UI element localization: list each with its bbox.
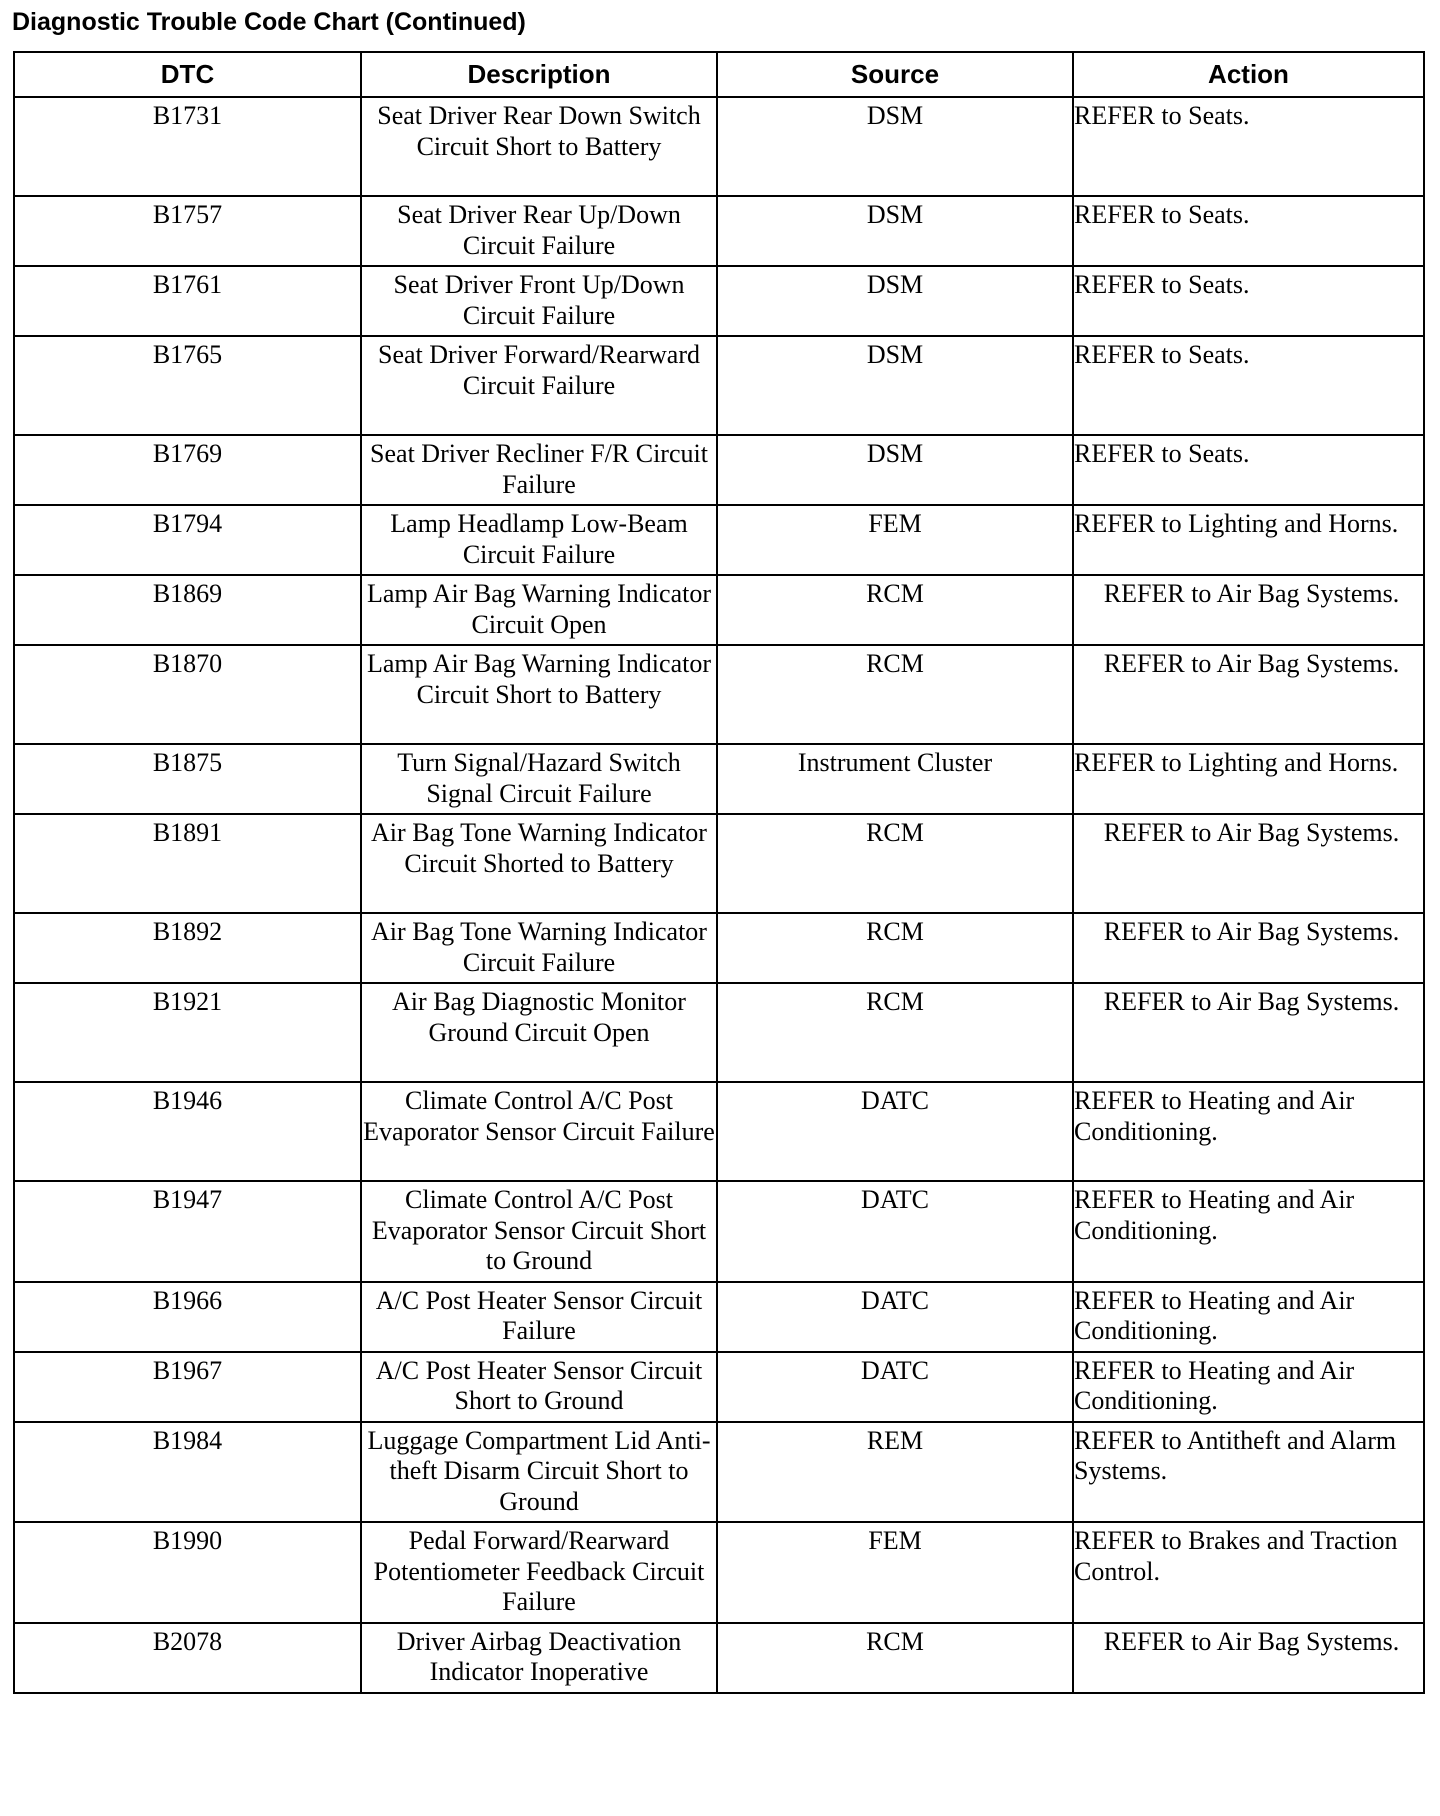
dtc-action: REFER to Air Bag Systems. [1073,913,1424,983]
dtc-source: FEM [717,1522,1073,1623]
dtc-code: B1990 [14,1522,361,1623]
dtc-code: B1765 [14,336,361,435]
dtc-code: B2078 [14,1623,361,1693]
dtc-description: Pedal Forward/Rearward Potentiometer Feedback Circuit Failure [361,1522,717,1623]
dtc-action: REFER to Heating and Air Conditioning. [1073,1082,1424,1181]
dtc-description: Air Bag Tone Warning Indicator Circuit Shorted to Battery [361,814,717,913]
dtc-action: REFER to Seats. [1073,435,1424,505]
dtc-code: B1891 [14,814,361,913]
dtc-source: DSM [717,336,1073,435]
table-row [14,266,1424,336]
column-header-source: Source [717,52,1073,97]
dtc-action: REFER to Seats. [1073,97,1424,196]
table-row [14,645,1424,744]
dtc-source: RCM [717,575,1073,645]
dtc-action: REFER to Air Bag Systems. [1073,1623,1424,1693]
dtc-description: Driver Airbag Deactivation Indicator Inoperative [361,1623,717,1693]
dtc-description: Lamp Headlamp Low-Beam Circuit Failure [361,505,717,575]
dtc-source: RCM [717,645,1073,744]
table-row [14,97,1424,196]
dtc-description: Seat Driver Rear Up/Down Circuit Failure [361,196,717,266]
dtc-code: B1921 [14,983,361,1082]
table-header-row [14,52,1424,97]
dtc-source: RCM [717,913,1073,983]
dtc-description: Seat Driver Rear Down Switch Circuit Short to Battery [361,97,717,196]
dtc-description: A/C Post Heater Sensor Circuit Failure [361,1282,717,1352]
table-row [14,814,1424,913]
table-row [14,1422,1424,1523]
table-row [14,1181,1424,1282]
dtc-source: DSM [717,435,1073,505]
column-header-action: Action [1073,52,1424,97]
dtc-code: B1984 [14,1422,361,1523]
dtc-code: B1794 [14,505,361,575]
dtc-code: B1966 [14,1282,361,1352]
dtc-action: REFER to Lighting and Horns. [1073,505,1424,575]
column-header-dtc: DTC [14,52,361,97]
dtc-description: Turn Signal/Hazard Switch Signal Circuit Failure [361,744,717,814]
page-title: Diagnostic Trouble Code Chart (Continued) [12,8,526,36]
dtc-description: Air Bag Diagnostic Monitor Ground Circuit Open [361,983,717,1082]
table-row [14,505,1424,575]
table-row [14,983,1424,1082]
dtc-source: DSM [717,97,1073,196]
table-row [14,336,1424,435]
dtc-source: FEM [717,505,1073,575]
dtc-action: REFER to Seats. [1073,266,1424,336]
dtc-description: Seat Driver Forward/Rearward Circuit Failure [361,336,717,435]
dtc-code: B1761 [14,266,361,336]
dtc-description: Seat Driver Front Up/Down Circuit Failure [361,266,717,336]
dtc-code: B1869 [14,575,361,645]
dtc-action: REFER to Antitheft and Alarm Systems. [1073,1422,1424,1523]
dtc-action: REFER to Brakes and Traction Control. [1073,1522,1424,1623]
dtc-table [13,51,1425,1694]
dtc-description: A/C Post Heater Sensor Circuit Short to Ground [361,1352,717,1422]
dtc-source: DSM [717,266,1073,336]
dtc-source: RCM [717,1623,1073,1693]
dtc-code: B1892 [14,913,361,983]
table-row [14,1522,1424,1623]
dtc-source: DSM [717,196,1073,266]
dtc-action: REFER to Seats. [1073,336,1424,435]
dtc-description: Climate Control A/C Post Evaporator Sensor Circuit Short to Ground [361,1181,717,1282]
dtc-description: Climate Control A/C Post Evaporator Sensor Circuit Failure [361,1082,717,1181]
dtc-description: Lamp Air Bag Warning Indicator Circuit Open [361,575,717,645]
dtc-source: DATC [717,1352,1073,1422]
table-row [14,575,1424,645]
dtc-code: B1967 [14,1352,361,1422]
dtc-code: B1731 [14,97,361,196]
table-row [14,1623,1424,1693]
dtc-action: REFER to Air Bag Systems. [1073,814,1424,913]
dtc-description: Air Bag Tone Warning Indicator Circuit Failure [361,913,717,983]
dtc-action: REFER to Seats. [1073,196,1424,266]
dtc-code: B1947 [14,1181,361,1282]
table-row [14,913,1424,983]
dtc-code: B1870 [14,645,361,744]
table-row [14,744,1424,814]
table-row [14,1352,1424,1422]
dtc-source: Instrument Cluster [717,744,1073,814]
dtc-description: Luggage Compartment Lid Anti-theft Disarm Circuit Short to Ground [361,1422,717,1523]
dtc-description: Lamp Air Bag Warning Indicator Circuit Short to Battery [361,645,717,744]
dtc-action: REFER to Heating and Air Conditioning. [1073,1282,1424,1352]
dtc-action: REFER to Air Bag Systems. [1073,575,1424,645]
table-row [14,1082,1424,1181]
dtc-action: REFER to Air Bag Systems. [1073,645,1424,744]
dtc-description: Seat Driver Recliner F/R Circuit Failure [361,435,717,505]
dtc-source: REM [717,1422,1073,1523]
dtc-code: B1875 [14,744,361,814]
dtc-code: B1757 [14,196,361,266]
dtc-source: DATC [717,1181,1073,1282]
table-row [14,196,1424,266]
dtc-action: REFER to Heating and Air Conditioning. [1073,1352,1424,1422]
dtc-action: REFER to Heating and Air Conditioning. [1073,1181,1424,1282]
dtc-action: REFER to Air Bag Systems. [1073,983,1424,1082]
dtc-source: DATC [717,1282,1073,1352]
dtc-source: RCM [717,814,1073,913]
dtc-source: RCM [717,983,1073,1082]
column-header-description: Description [361,52,717,97]
dtc-code: B1946 [14,1082,361,1181]
dtc-source: DATC [717,1082,1073,1181]
table-row [14,435,1424,505]
dtc-action: REFER to Lighting and Horns. [1073,744,1424,814]
dtc-code: B1769 [14,435,361,505]
table-row [14,1282,1424,1352]
